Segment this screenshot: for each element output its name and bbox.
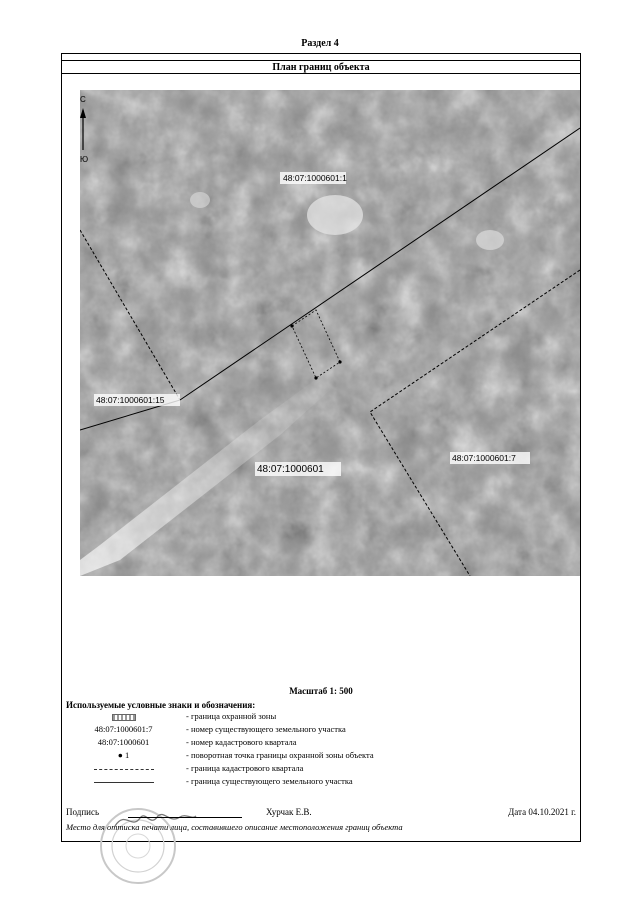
turn-point	[314, 376, 317, 379]
scale-label: Масштаб 1: 500	[289, 686, 353, 696]
turn-point	[290, 324, 293, 327]
legend-desc: - граница кадастрового квартала	[186, 763, 304, 773]
legend-symbol: 1	[125, 750, 130, 760]
legend-row-quarter-boundary	[66, 763, 466, 775]
legend-row-parcel-boundary	[66, 776, 466, 788]
bright-patch-2	[476, 230, 504, 250]
label-parcel-15: 48:07:1000601:15	[96, 395, 165, 405]
label-parcel-1: 48:07:1000601:1	[283, 173, 347, 183]
section-title: Раздел 4	[301, 38, 339, 49]
stamp-caption: Место для оттиска печати лица, составившего описание местоположения границ объекта	[66, 822, 403, 832]
legend-title: Используемые условные знаки и обозначения:	[66, 700, 256, 710]
compass-south: Ю	[80, 155, 89, 164]
map-area	[80, 90, 580, 576]
legend-desc: - граница охранной зоны	[186, 711, 277, 721]
legend-row-parcel	[66, 724, 466, 736]
signature-label: Подпись	[66, 807, 100, 817]
legend-row-zone	[66, 711, 466, 723]
solid-line-symbol	[94, 782, 154, 783]
turn-point	[338, 360, 341, 363]
compass-north: С	[80, 95, 86, 104]
legend-row-quarter	[66, 737, 466, 749]
legend-symbol: 48:07:1000601	[97, 737, 150, 747]
date: Дата 04.10.2021 г.	[508, 807, 576, 817]
zone-symbol	[112, 714, 136, 721]
signer-name: Хурчак Е.В.	[266, 807, 312, 817]
legend-desc: - номер существующего земельного участка	[186, 724, 346, 734]
label-parcel-7: 48:07:1000601:7	[452, 453, 516, 463]
dashed-line-symbol	[94, 769, 154, 770]
legend-desc: - граница существующего земельного участка	[186, 776, 353, 786]
legend-desc: - поворотная точка границы охранной зоны объекта	[186, 750, 374, 760]
legend-desc: - номер кадастрового квартала	[186, 737, 297, 747]
point-symbol: ●	[117, 750, 123, 760]
legend-row-point	[66, 750, 466, 762]
label-quarter: 48:07:1000601	[257, 464, 324, 475]
map-svg	[80, 90, 580, 576]
plan-title: План границ объекта	[61, 60, 581, 74]
signature-line	[128, 817, 242, 818]
bright-patch	[307, 195, 363, 235]
legend-symbol: 48:07:1000601:7	[94, 724, 153, 734]
bright-patch-3	[190, 192, 210, 208]
